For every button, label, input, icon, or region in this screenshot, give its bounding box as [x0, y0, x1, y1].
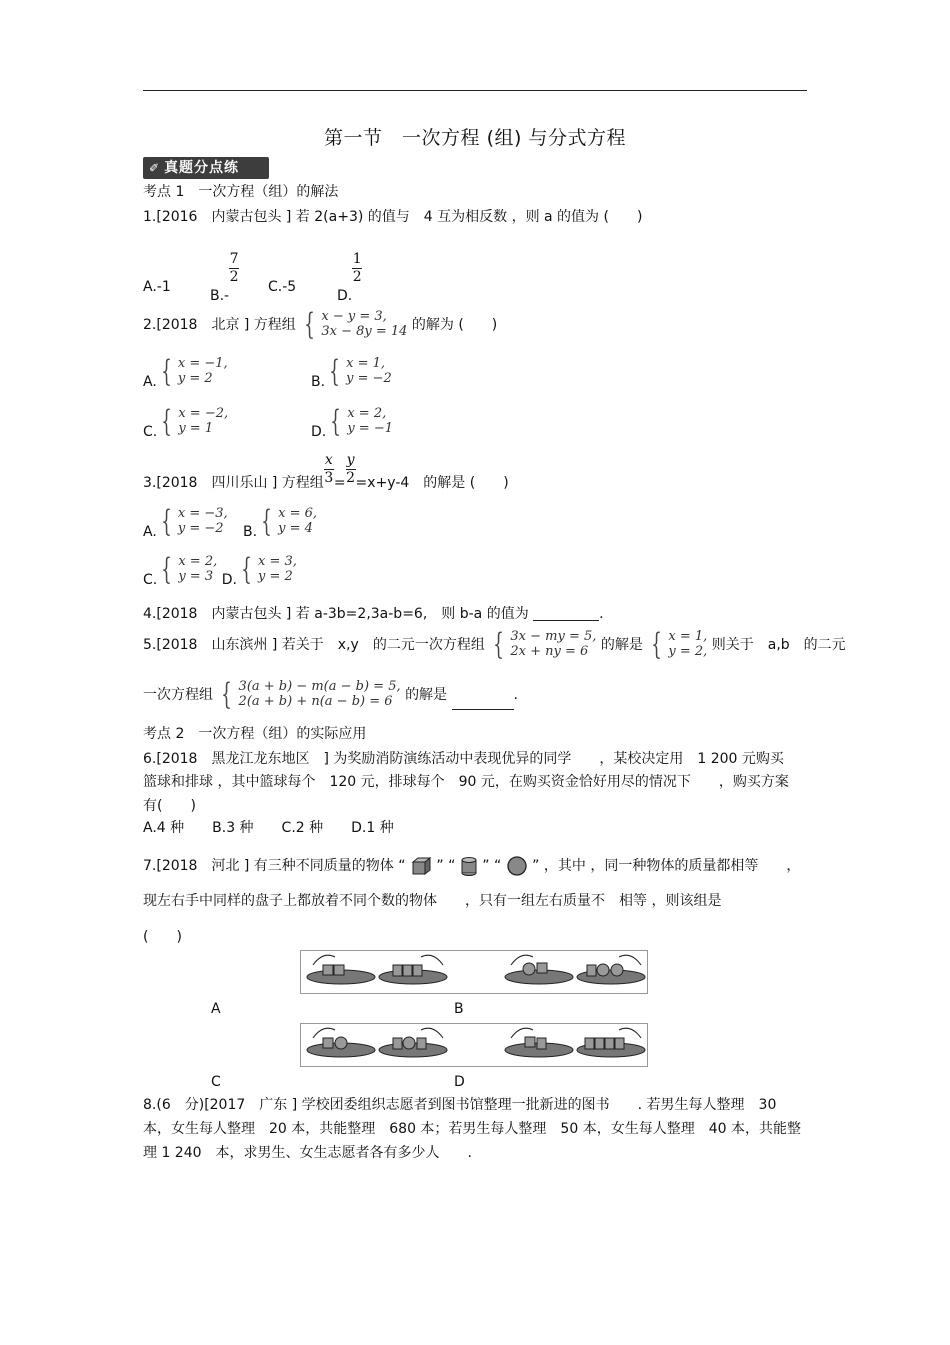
q2-b-l2: y = −2 [346, 371, 392, 386]
q3-a-l2: y = −2 [177, 521, 224, 536]
q7-text-a: 7.[2018 河北 ] 有三种不同质量的物体 “ [143, 858, 406, 874]
q4-answer-blank[interactable] [533, 606, 599, 621]
q3-d-label: D. [221, 572, 237, 588]
q2-option-b [311, 354, 392, 390]
sphere-icon [506, 855, 528, 877]
q1-d-denominator: 2 [352, 268, 362, 285]
q1-b-numerator: 7 [229, 251, 239, 267]
q3-prefix: 3.[2018 四川乐山 ] 方程组 [143, 475, 324, 492]
q3-fx-num: x [324, 452, 333, 468]
q3-c-l1: x = 2, [178, 554, 218, 570]
kaodian-1-heading: 考点 1 一次方程（组）的解法 [143, 184, 339, 200]
q2-system: { x − y = 3, 3x − 8y = 14 [304, 307, 408, 342]
q1-option-d-prefix: D. [337, 288, 353, 305]
q7-line3: ( ) [143, 929, 182, 945]
q1-option-c: C.-5 [268, 279, 297, 295]
q5-eq1: 3x − my = 5, [510, 629, 597, 645]
q2-eq1: x − y = 3, [321, 309, 387, 325]
q1-stem: 1.[2016 内蒙古包头 ] 若 2(a+3) 的值与 4 互为相反数 ，则 a 的值为 ( ) [143, 209, 643, 225]
q3-a-l1: x = −3, [177, 506, 228, 522]
q4-stem [143, 606, 604, 621]
q3-d-system: { x = 3, y = 2 [241, 552, 297, 587]
q7-label-a: A [211, 1001, 221, 1017]
q5-line2 [143, 677, 518, 712]
q8-line3: 理 1 240 本，求男生、女生志愿者各有多少人 . [143, 1145, 472, 1161]
q3-fraction-y [346, 453, 356, 485]
q3-d-l1: x = 3, [258, 554, 297, 570]
q7-figure-d [505, 1028, 645, 1057]
q3-a-label: A. [143, 524, 157, 540]
q1-option-d-fraction [352, 252, 362, 284]
q7-quote-1: ” “ [436, 858, 456, 874]
q2-c-l1: x = −2, [178, 406, 229, 422]
pen-icon: ✐ [149, 161, 161, 175]
q2-d-system: { x = 2, y = −1 [330, 404, 393, 439]
q5-line2-prefix: 一次方程组 [143, 687, 213, 703]
q3-a-system: { x = −3, y = −2 [161, 504, 228, 539]
q2-prefix: 2.[2018 北京 ] 方程组 [143, 317, 296, 333]
q2-suffix: 的解为 ( ) [411, 317, 498, 333]
q7-label-c: C [211, 1074, 221, 1090]
q5-eq3: 3(a + b) − m(a − b) = 5, [238, 679, 401, 695]
q2-stem [143, 307, 498, 342]
q2-option-a [143, 354, 228, 390]
q2-option-c [143, 404, 229, 440]
q2-b-l1: x = 1, [346, 356, 386, 372]
q2-b-system: { x = 1, y = −2 [329, 354, 392, 389]
q2-option-d [311, 404, 393, 440]
q3-fy-num: y [346, 452, 355, 468]
q5-eq2: 2x + ny = 6 [510, 644, 589, 659]
q3-option-b [243, 504, 318, 540]
q7-figure-a [307, 955, 447, 984]
q4-text: 4.[2018 内蒙古包头 ] 若 a-3b=2,3a-b=6, 则 b-a 的值为 [143, 606, 529, 622]
q2-eq2: 3x − 8y = 14 [321, 324, 408, 339]
q1-b-denominator: 2 [229, 268, 239, 285]
q5-eq4: 2(a + b) + n(a − b) = 6 [238, 694, 393, 709]
q7-figure-row-1 [300, 950, 648, 994]
q2-b-label: B. [311, 374, 326, 390]
q5-system-1: { 3x − my = 5, 2x + ny = 6 [493, 627, 597, 662]
q2-d-l2: y = −1 [347, 421, 393, 436]
q3-b-l2: y = 4 [278, 521, 313, 536]
q6-line2: 篮球和排球 ，其中篮球每个 120 元，排球每个 90 元，在购买资金恰好用尽的情况下 ，购买方案 [143, 774, 789, 790]
q5-s1: x = 1, [668, 629, 708, 645]
q3-c-label: C. [143, 572, 158, 588]
q1-d-numerator: 1 [352, 251, 362, 267]
q2-a-system: { x = −1, y = 2 [161, 354, 228, 389]
page-title: 第一节 一次方程 (组) 与分式方程 [324, 127, 626, 149]
q4-end: . [599, 606, 604, 622]
q3-fraction-x [324, 453, 334, 485]
q5-mid: 的解是 [600, 637, 643, 653]
section-badge [143, 157, 269, 179]
q7-label-b: B [454, 1001, 464, 1017]
q2-c-label: C. [143, 424, 158, 440]
q2-a-l2: y = 2 [177, 371, 213, 386]
q3-fx-den: 3 [324, 469, 334, 486]
q2-d-label: D. [311, 424, 327, 440]
q2-c-l2: y = 1 [178, 421, 214, 436]
q6-options: A.4 种 B.3 种 C.2 种 D.1 种 [143, 820, 394, 836]
kaodian-2-heading: 考点 2 一次方程（组）的实际应用 [143, 726, 367, 742]
q7-figure-b [505, 955, 645, 984]
q3-eq-sign: = [333, 475, 346, 492]
q3-option-a [143, 504, 228, 540]
q3-suffix: =x+y-4 的解是 ( ) [355, 475, 509, 492]
q3-option-c [143, 552, 297, 588]
q3-c-system: { x = 2, y = 3 [161, 552, 218, 587]
q3-b-system: { x = 6, y = 4 [261, 504, 318, 539]
q3-fy-den: 2 [346, 469, 355, 486]
q1-option-d [337, 251, 362, 305]
q6-line3: 有( ) [143, 798, 196, 814]
cylinder-icon [460, 856, 478, 876]
q5-s2: y = 2, [668, 644, 708, 659]
cube-icon [410, 856, 432, 876]
q7-line2: 现左右手中同样的盘子上都放着不同个数的物体 ，只有一组左右质量不 相等 ，则该组是 [143, 893, 722, 909]
q1-option-b-fraction [229, 252, 239, 284]
q7-label-d: D [454, 1074, 465, 1090]
q2-a-label: A. [143, 374, 157, 390]
q7-figure-row-2 [300, 1023, 648, 1067]
q5-system-2: { 3(a + b) − m(a − b) = 5, 2(a + b) + n(a − b) = 6 [221, 677, 401, 712]
q8-line1: 8.(6 分)[2017 广东 ] 学校团委组织志愿者到图书馆整理一批新进的图书 . 若男生每人整理 30 [143, 1097, 777, 1113]
q3-c-l2: y = 3 [178, 569, 214, 584]
q7-text-b: ” ，其中 ，同一种物体的质量都相等 ， [532, 858, 801, 874]
q7-line1 [143, 855, 800, 877]
q7-figure-c [307, 1028, 447, 1057]
q2-d-l1: x = 2, [347, 406, 387, 422]
badge-label: 真题分点练 [164, 160, 240, 176]
q2-a-l1: x = −1, [177, 356, 228, 372]
q3-d-l2: y = 2 [258, 569, 293, 584]
header-rule [143, 90, 807, 91]
q3-b-l1: x = 6, [278, 506, 318, 522]
q3-b-label: B. [243, 524, 258, 540]
q1-option-a: A.-1 [143, 279, 171, 295]
q5-after: 则关于 a,b 的二元 [711, 637, 846, 653]
q5-line2-suffix: 的解是 [405, 687, 448, 703]
q5-line1 [143, 627, 846, 662]
q3-stem [143, 452, 509, 492]
q5-solution: { x = 1, y = 2, [651, 627, 708, 662]
q1-option-b [210, 251, 239, 305]
q6-line1: 6.[2018 黑龙江龙东地区 ] 为奖励消防演练活动中表现优异的同学 ，某校决定用 1 200 元购买 [143, 751, 784, 767]
q2-c-system: { x = −2, y = 1 [161, 404, 229, 439]
q1-option-b-prefix: B.- [210, 288, 230, 305]
q5-answer-blank[interactable] [452, 695, 514, 710]
q5-prefix: 5.[2018 山东滨州 ] 若关于 x,y 的二元一次方程组 [143, 637, 485, 653]
q5-end: . [513, 687, 518, 703]
q8-line2: 本，女生每人整理 20 本，共能整理 680 本；若男生每人整理 50 本，女生每人整理 40 本，共能整 [143, 1121, 801, 1137]
q7-quote-2: ” “ [482, 858, 502, 874]
